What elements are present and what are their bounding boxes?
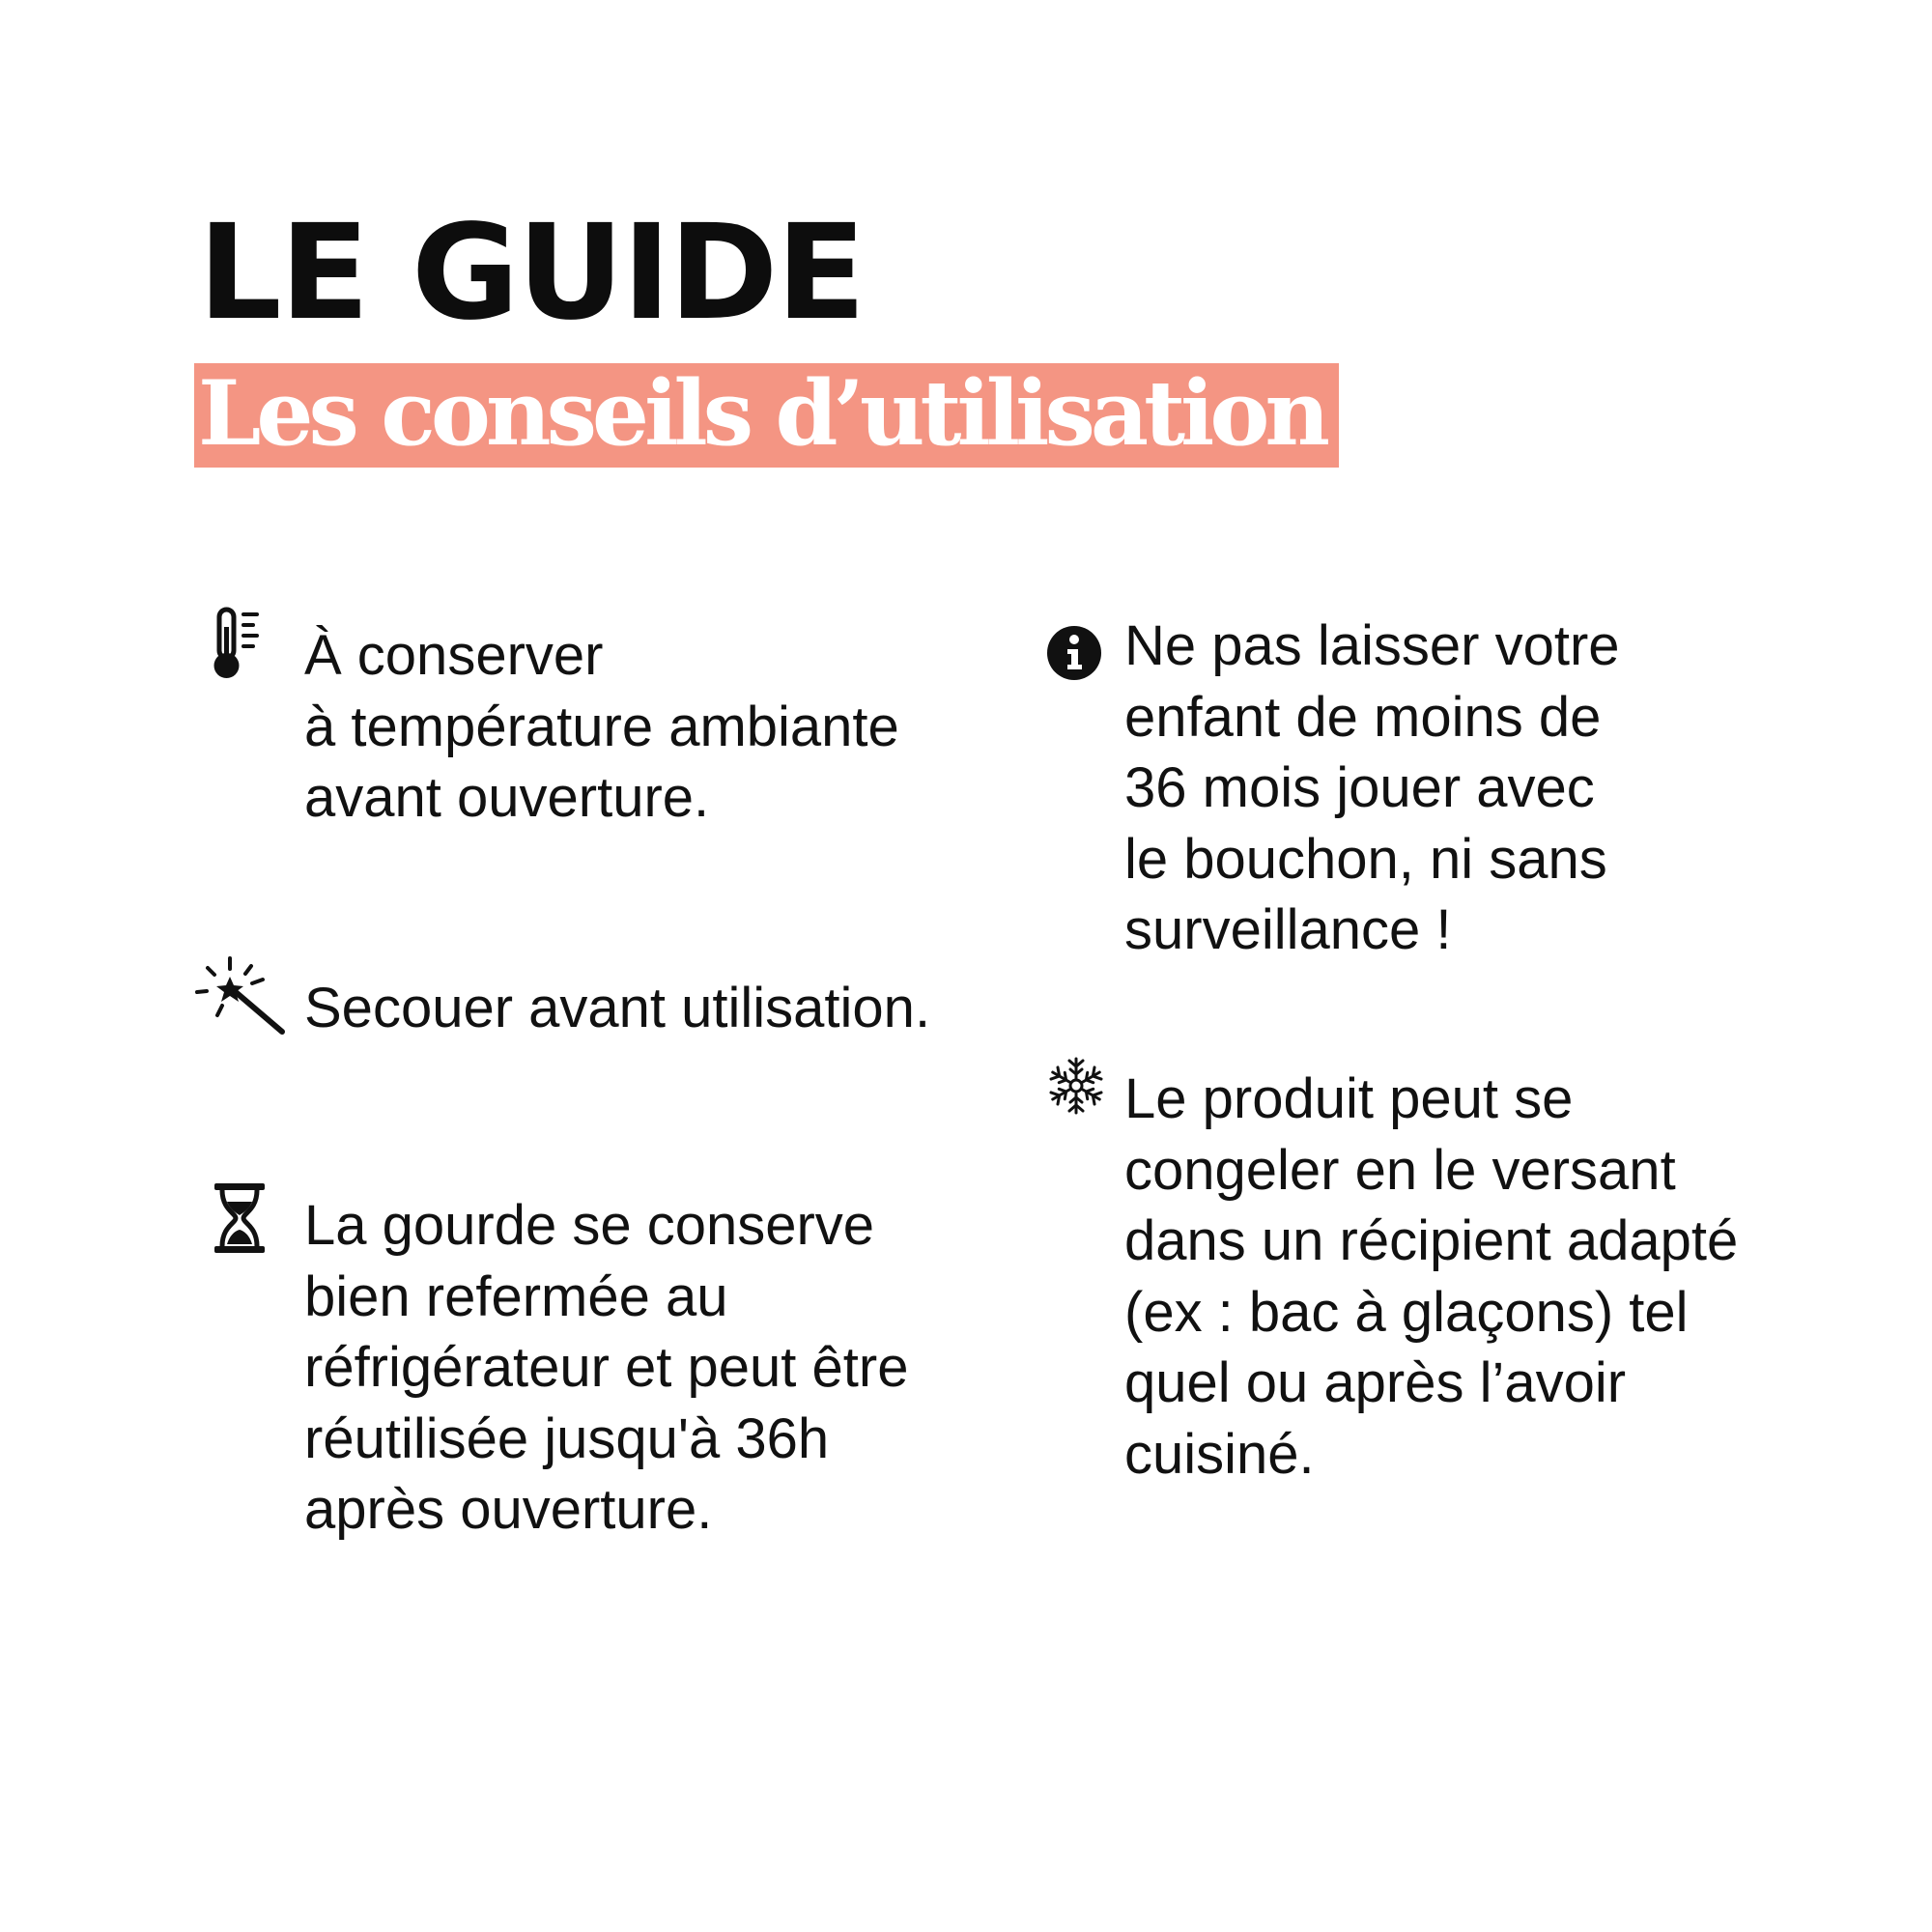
tip-temperature-text: À conserver à température ambiante avant ouverture. (304, 624, 899, 829)
info-icon (1045, 624, 1103, 682)
tip-child-text: Ne pas laisser votre enfant de moins de 36 mois jouer avec le bouchon, ni sans surveillance ! (1124, 614, 1620, 961)
snowflake-icon (1047, 1055, 1105, 1117)
tip-freeze-text: Le produit peut se congeler en le versant dans un récipient adapté (ex : bac à glaçons) tel quel ou après l’avoir cuisiné. (1124, 1067, 1739, 1486)
tip-storage-text: La gourde se conserve bien refermée au réfrigérateur et peut être réutilisée jusqu'à 36h après ouverture. (304, 1194, 909, 1541)
hourglass-icon (211, 1180, 270, 1258)
thermometer-icon (211, 606, 270, 683)
page-title: LE GUIDE (198, 197, 865, 350)
page-subtitle: Les conseils d’utilisation (194, 363, 1339, 468)
tip-shake-text: Secouer avant utilisation. (304, 977, 931, 1039)
magic-wand-icon (193, 952, 290, 1038)
